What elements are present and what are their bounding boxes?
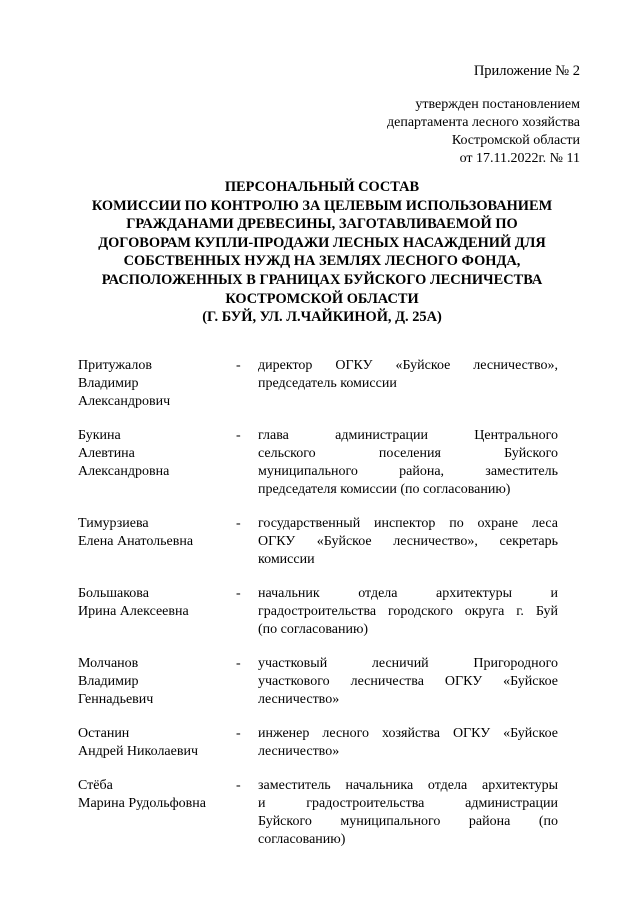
member-role-line: градостроительства городского округа г. Буй (258, 604, 558, 619)
title-line: ДОГОВОРАМ КУПЛИ-ПРОДАЖИ ЛЕСНЫХ НАСАЖДЕНИЙ ДЛЯ (98, 234, 546, 251)
member-role-line: согласованию) (258, 832, 346, 847)
member-role (258, 655, 558, 709)
member-role-line: участковый лесничий Пригородного (258, 656, 558, 671)
member-name-line: Алевтина (78, 446, 135, 461)
member-name (78, 515, 236, 569)
member-role-line: глава администрации Центрального (258, 428, 558, 443)
member-name-line: Елена Анатольевна (78, 534, 194, 549)
title-line: СОБСТВЕННЫХ НУЖД НА ЗЕМЛЯХ ЛЕСНОГО ФОНДА, (123, 253, 521, 270)
approval-line: департамента лесного хозяйства (387, 115, 580, 130)
member-role-line: ОГКУ «Буйское лесничество», секретарь (258, 534, 558, 549)
member-name-line: Геннадьевич (78, 692, 154, 707)
member-role-line: инженер лесного хозяйства ОГКУ «Буйское (258, 726, 558, 741)
member-role-line: государственный инспектор по охране леса (258, 516, 558, 531)
member-name (78, 357, 236, 411)
title-line: (Г. БУЙ, УЛ. Л.ЧАЙКИНОЙ, Д. 25А) (202, 309, 442, 326)
member-name-line: Большакова (78, 586, 149, 601)
member-name-line: Букина (78, 428, 121, 443)
title-line: ГРАЖДАНАМИ ДРЕВЕСИНЫ, ЗАГОТАВЛИВАЕМОЙ ПО (126, 216, 518, 233)
approval-line: утвержден постановлением (415, 97, 580, 112)
member-name-line: Владимир (78, 674, 139, 689)
member-role (258, 725, 558, 761)
member-name-line: Александровна (78, 464, 170, 479)
member-dash: - (236, 586, 241, 601)
member-role-line: лесничество» (258, 744, 340, 759)
member-dash: - (236, 726, 241, 741)
member-role-line: Буйского муниципального района (по (258, 814, 558, 829)
approval-block (387, 96, 580, 168)
member-name-line: Останин (78, 726, 130, 741)
member-row (78, 515, 584, 569)
member-role-line: комиссии (258, 552, 315, 567)
member-name (78, 427, 236, 499)
member-role-line: лесничество» (258, 692, 340, 707)
member-role (258, 357, 558, 411)
member-name (78, 585, 236, 639)
member-name-line: Молчанов (78, 656, 139, 671)
member-role-line: начальник отдела архитектуры и (258, 586, 558, 601)
member-role-line: (по согласованию) (258, 622, 369, 637)
member-name-line: Александрович (78, 394, 171, 409)
document-title (60, 178, 584, 327)
member-name-line: Марина Рудольфовна (78, 796, 206, 811)
member-name (78, 725, 236, 761)
member-dash: - (236, 656, 241, 671)
member-row (78, 725, 584, 761)
title-line: КОСТРОМСКОЙ ОБЛАСТИ (225, 290, 419, 307)
title-line: ПЕРСОНАЛЬНЫЙ СОСТАВ (224, 179, 420, 195)
member-row (78, 357, 584, 411)
member-role (258, 585, 558, 639)
member-row (78, 427, 584, 499)
member-role-line: председатель комиссии (258, 376, 397, 391)
member-row (78, 585, 584, 639)
title-line: РАСПОЛОЖЕННЫХ В ГРАНИЦАХ БУЙСКОГО ЛЕСНИЧЕСТВА (101, 271, 543, 288)
member-role (258, 777, 558, 849)
member-role-line: участкового лесничества ОГКУ «Буйское (258, 674, 558, 689)
approval-line: от 17.11.2022г. № 11 (459, 151, 580, 166)
member-dash: - (236, 358, 241, 373)
member-name-line: Ирина Алексеевна (78, 604, 189, 619)
member-name-line: Андрей Николаевич (78, 744, 198, 759)
member-role-line: муниципального района, заместитель (258, 464, 558, 479)
member-row (78, 655, 584, 709)
member-name-line: Тимурзиева (78, 516, 149, 531)
member-role (258, 427, 558, 499)
member-name-line: Притужалов (78, 358, 152, 373)
member-name-line: Стёба (78, 778, 113, 793)
member-name (78, 655, 236, 709)
member-dash: - (236, 778, 241, 793)
member-row (78, 777, 584, 849)
member-role-line: и градостроительства администрации (258, 796, 558, 811)
members-list (78, 357, 584, 849)
member-role-line: сельского поселения Буйского (258, 446, 558, 461)
member-dash: - (236, 428, 241, 443)
member-role-line: председателя комиссии (по согласованию) (258, 482, 511, 497)
member-role-line: директор ОГКУ «Буйское лесничество», (258, 358, 558, 373)
member-dash: - (236, 516, 241, 531)
title-line: КОМИССИИ ПО КОНТРОЛЮ ЗА ЦЕЛЕВЫМ ИСПОЛЬЗОВАНИЕМ (91, 197, 553, 214)
member-role-line: заместитель начальника отдела архитектуры (258, 778, 558, 793)
appendix-label: Приложение № 2 (473, 63, 580, 79)
member-name (78, 777, 236, 849)
member-name-line: Владимир (78, 376, 139, 391)
member-role (258, 515, 558, 569)
approval-line: Костромской области (451, 133, 580, 148)
